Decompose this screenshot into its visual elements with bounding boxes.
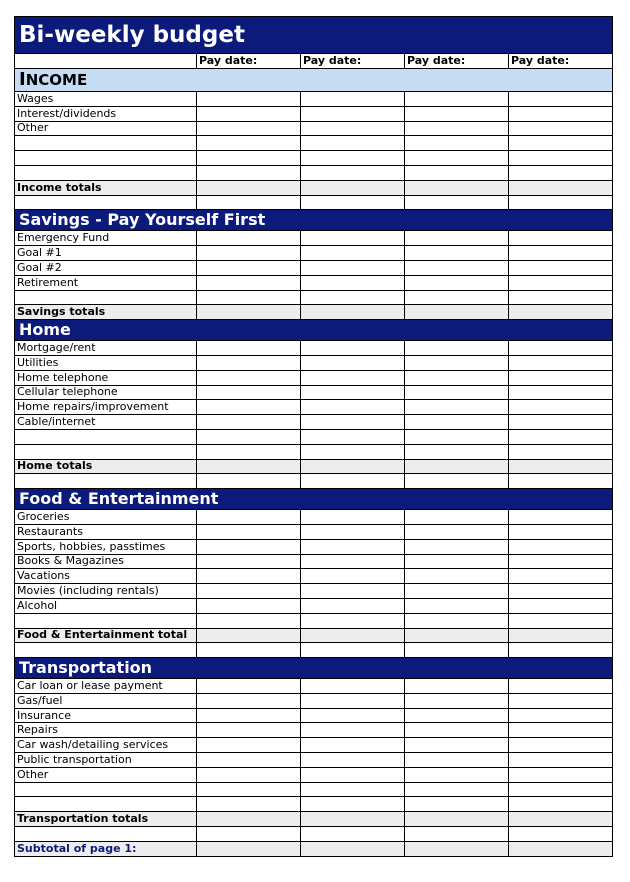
amount-cell[interactable] (509, 539, 613, 554)
amount-cell[interactable] (301, 569, 405, 584)
amount-cell[interactable] (197, 459, 301, 474)
line-item-utilities (15, 355, 613, 370)
total-row-transportation-label: Transportation totals (15, 812, 197, 827)
amount-cell[interactable] (509, 598, 613, 613)
amount-cell[interactable] (509, 812, 613, 827)
amount-cell[interactable] (405, 151, 509, 166)
amount-cell[interactable] (301, 459, 405, 474)
amount-cell[interactable] (509, 679, 613, 694)
section-title: Food & Entertainment (15, 489, 613, 510)
line-item-gas-fuel-label: Gas/fuel (15, 693, 197, 708)
amount-cell[interactable] (509, 628, 613, 643)
amount-cell[interactable] (301, 723, 405, 738)
amount-cell[interactable] (509, 231, 613, 246)
line-item-insurance-label: Insurance (15, 708, 197, 723)
amount-cell[interactable] (301, 643, 405, 658)
line-item-other (15, 121, 613, 136)
amount-cell[interactable] (509, 92, 613, 107)
section-header-food-entertainment (15, 489, 613, 510)
line-item-blank-label (15, 797, 197, 812)
amount-cell[interactable] (197, 429, 301, 444)
line-item-car-loan-or-lease-payment-label: Car loan or lease payment (15, 679, 197, 694)
line-item-blank (15, 165, 613, 180)
amount-cell[interactable] (405, 628, 509, 643)
line-item-blank-label (15, 444, 197, 459)
line-item-car-wash-detailing-services (15, 738, 613, 753)
amount-cell[interactable] (301, 767, 405, 782)
amount-cell[interactable] (509, 827, 613, 842)
amount-cell[interactable] (197, 693, 301, 708)
line-item-blank-label (15, 782, 197, 797)
amount-cell[interactable] (405, 510, 509, 525)
amount-cell[interactable] (301, 231, 405, 246)
amount-cell[interactable] (405, 429, 509, 444)
amount-cell[interactable] (405, 584, 509, 599)
amount-cell[interactable] (301, 429, 405, 444)
amount-cell[interactable] (197, 400, 301, 415)
amount-cell[interactable] (197, 385, 301, 400)
line-item-repairs-label: Repairs (15, 723, 197, 738)
line-item-groceries-label: Groceries (15, 510, 197, 525)
amount-cell[interactable] (197, 554, 301, 569)
amount-cell[interactable] (301, 415, 405, 430)
amount-cell[interactable] (405, 106, 509, 121)
amount-cell[interactable] (405, 693, 509, 708)
line-item-other-label: Other (15, 767, 197, 782)
line-item-cable-internet-label: Cable/internet (15, 415, 197, 430)
amount-cell[interactable] (301, 385, 405, 400)
amount-cell[interactable] (301, 305, 405, 320)
spacer-row (15, 474, 613, 489)
amount-cell[interactable] (301, 341, 405, 356)
amount-cell[interactable] (405, 569, 509, 584)
amount-cell[interactable] (509, 195, 613, 210)
budget-sheet (14, 16, 612, 857)
amount-cell[interactable] (405, 524, 509, 539)
total-row-home-label: Home totals (15, 459, 197, 474)
amount-cell[interactable] (509, 400, 613, 415)
amount-cell[interactable] (197, 136, 301, 151)
amount-cell[interactable] (405, 444, 509, 459)
amount-cell[interactable] (405, 260, 509, 275)
amount-cell[interactable] (301, 797, 405, 812)
amount-cell[interactable] (301, 290, 405, 305)
spacer-row-label (15, 827, 197, 842)
line-item-home-repairs-improvement (15, 400, 613, 415)
amount-cell[interactable] (197, 370, 301, 385)
amount-cell[interactable] (197, 708, 301, 723)
line-item-retirement (15, 275, 613, 290)
amount-cell[interactable] (509, 584, 613, 599)
total-row-income-label: Income totals (15, 180, 197, 195)
amount-cell[interactable] (301, 539, 405, 554)
line-item-utilities-label: Utilities (15, 355, 197, 370)
line-item-interest-dividends (15, 106, 613, 121)
amount-cell[interactable] (301, 121, 405, 136)
section-header-savings-pay-yourself-first (15, 210, 613, 231)
amount-cell[interactable] (301, 474, 405, 489)
amount-cell[interactable] (197, 679, 301, 694)
line-item-alcohol-label: Alcohol (15, 598, 197, 613)
amount-cell[interactable] (197, 121, 301, 136)
amount-cell[interactable] (509, 569, 613, 584)
amount-cell[interactable] (197, 275, 301, 290)
line-item-restaurants (15, 524, 613, 539)
amount-cell[interactable] (197, 231, 301, 246)
amount-cell[interactable] (509, 136, 613, 151)
amount-cell[interactable] (301, 679, 405, 694)
amount-cell[interactable] (405, 782, 509, 797)
amount-cell[interactable] (405, 827, 509, 842)
amount-cell[interactable] (197, 643, 301, 658)
amount-cell[interactable] (197, 827, 301, 842)
spacer-row-label (15, 643, 197, 658)
line-item-blank (15, 136, 613, 151)
line-item-books-magazines (15, 554, 613, 569)
amount-cell[interactable] (405, 812, 509, 827)
line-item-insurance (15, 708, 613, 723)
line-item-other-label: Other (15, 121, 197, 136)
amount-cell[interactable] (509, 459, 613, 474)
line-item-blank-label (15, 429, 197, 444)
line-item-retirement-label: Retirement (15, 275, 197, 290)
amount-cell[interactable] (301, 841, 405, 856)
amount-cell[interactable] (405, 679, 509, 694)
amount-cell[interactable] (301, 165, 405, 180)
amount-cell[interactable] (405, 165, 509, 180)
amount-cell[interactable] (197, 598, 301, 613)
spacer-row (15, 827, 613, 842)
section-header-income (15, 69, 613, 92)
amount-cell[interactable] (197, 355, 301, 370)
line-item-cable-internet (15, 415, 613, 430)
subtotal-row-label: Subtotal of page 1: (15, 841, 197, 856)
line-item-restaurants-label: Restaurants (15, 524, 197, 539)
pay-date-header-row (15, 54, 613, 69)
line-item-books-magazines-label: Books & Magazines (15, 554, 197, 569)
amount-cell[interactable] (301, 628, 405, 643)
amount-cell[interactable] (405, 643, 509, 658)
amount-cell[interactable] (197, 723, 301, 738)
amount-cell[interactable] (301, 355, 405, 370)
amount-cell[interactable] (197, 524, 301, 539)
line-item-public-transportation-label: Public transportation (15, 753, 197, 768)
amount-cell[interactable] (509, 385, 613, 400)
amount-cell[interactable] (301, 613, 405, 628)
amount-cell[interactable] (197, 92, 301, 107)
line-item-cellular-telephone (15, 385, 613, 400)
pay-date-header: Pay date: (405, 54, 509, 69)
total-row-food-entertainment-label: Food & Entertainment total (15, 628, 197, 643)
amount-cell[interactable] (197, 341, 301, 356)
line-item-emergency-fund-label: Emergency Fund (15, 231, 197, 246)
line-item-gas-fuel (15, 693, 613, 708)
amount-cell[interactable] (197, 569, 301, 584)
section-header-transportation (15, 658, 613, 679)
amount-cell[interactable] (509, 246, 613, 261)
amount-cell[interactable] (301, 554, 405, 569)
amount-cell[interactable] (301, 106, 405, 121)
amount-cell[interactable] (197, 753, 301, 768)
amount-cell[interactable] (509, 121, 613, 136)
amount-cell[interactable] (405, 598, 509, 613)
line-item-cellular-telephone-label: Cellular telephone (15, 385, 197, 400)
line-item-blank (15, 290, 613, 305)
amount-cell[interactable] (509, 753, 613, 768)
amount-cell[interactable] (405, 136, 509, 151)
amount-cell[interactable] (405, 723, 509, 738)
section-title-rest: NCOME (25, 71, 88, 89)
amount-cell[interactable] (301, 708, 405, 723)
section-title: Savings - Pay Yourself First (15, 210, 613, 231)
amount-cell[interactable] (405, 195, 509, 210)
section-title (15, 69, 613, 92)
amount-cell[interactable] (301, 275, 405, 290)
line-item-goal-1-label: Goal #1 (15, 246, 197, 261)
amount-cell[interactable] (509, 444, 613, 459)
amount-cell[interactable] (509, 290, 613, 305)
amount-cell[interactable] (509, 524, 613, 539)
line-item-car-loan-or-lease-payment (15, 679, 613, 694)
amount-cell[interactable] (509, 275, 613, 290)
amount-cell[interactable] (197, 305, 301, 320)
amount-cell[interactable] (301, 584, 405, 599)
amount-cell[interactable] (405, 474, 509, 489)
spacer-row-label (15, 474, 197, 489)
title-row (15, 17, 613, 54)
amount-cell[interactable] (197, 782, 301, 797)
amount-cell[interactable] (509, 613, 613, 628)
amount-cell[interactable] (405, 370, 509, 385)
amount-cell[interactable] (405, 355, 509, 370)
section-title: Home (15, 320, 613, 341)
line-item-movies-including-rentals (15, 584, 613, 599)
amount-cell[interactable] (405, 539, 509, 554)
total-row-savings-pay-yourself-first (15, 305, 613, 320)
amount-cell[interactable] (509, 782, 613, 797)
line-item-blank (15, 444, 613, 459)
amount-cell[interactable] (301, 246, 405, 261)
line-item-goal-1 (15, 246, 613, 261)
total-row-home (15, 459, 613, 474)
pay-date-header: Pay date: (301, 54, 405, 69)
page-title: Bi-weekly budget (15, 17, 613, 54)
amount-cell[interactable] (301, 400, 405, 415)
line-item-home-telephone-label: Home telephone (15, 370, 197, 385)
amount-cell[interactable] (509, 510, 613, 525)
amount-cell[interactable] (405, 400, 509, 415)
total-row-transportation (15, 812, 613, 827)
amount-cell[interactable] (405, 613, 509, 628)
amount-cell[interactable] (197, 151, 301, 166)
amount-cell[interactable] (301, 812, 405, 827)
amount-cell[interactable] (301, 753, 405, 768)
pay-date-header-blank (15, 54, 197, 69)
amount-cell[interactable] (197, 613, 301, 628)
amount-cell[interactable] (301, 92, 405, 107)
amount-cell[interactable] (405, 341, 509, 356)
amount-cell[interactable] (197, 841, 301, 856)
amount-cell[interactable] (509, 738, 613, 753)
line-item-home-repairs-improvement-label: Home repairs/improvement (15, 400, 197, 415)
line-item-emergency-fund (15, 231, 613, 246)
amount-cell[interactable] (405, 738, 509, 753)
amount-cell[interactable] (405, 841, 509, 856)
amount-cell[interactable] (197, 767, 301, 782)
amount-cell[interactable] (509, 797, 613, 812)
line-item-mortgage-rent (15, 341, 613, 356)
amount-cell[interactable] (405, 275, 509, 290)
line-item-goal-2 (15, 260, 613, 275)
spacer-row-label (15, 195, 197, 210)
amount-cell[interactable] (197, 246, 301, 261)
amount-cell[interactable] (405, 246, 509, 261)
amount-cell[interactable] (405, 92, 509, 107)
amount-cell[interactable] (197, 539, 301, 554)
amount-cell[interactable] (405, 797, 509, 812)
line-item-blank (15, 429, 613, 444)
amount-cell[interactable] (509, 554, 613, 569)
total-row-food-entertainment (15, 628, 613, 643)
amount-cell[interactable] (405, 305, 509, 320)
amount-cell[interactable] (301, 524, 405, 539)
amount-cell[interactable] (405, 290, 509, 305)
spacer-row (15, 643, 613, 658)
line-item-public-transportation (15, 753, 613, 768)
line-item-goal-2-label: Goal #2 (15, 260, 197, 275)
amount-cell[interactable] (405, 231, 509, 246)
amount-cell[interactable] (509, 723, 613, 738)
amount-cell[interactable] (509, 355, 613, 370)
amount-cell[interactable] (301, 151, 405, 166)
amount-cell[interactable] (509, 106, 613, 121)
amount-cell[interactable] (509, 305, 613, 320)
amount-cell[interactable] (509, 165, 613, 180)
amount-cell[interactable] (197, 180, 301, 195)
section-header-home (15, 320, 613, 341)
line-item-mortgage-rent-label: Mortgage/rent (15, 341, 197, 356)
amount-cell[interactable] (301, 827, 405, 842)
amount-cell[interactable] (301, 782, 405, 797)
line-item-wages (15, 92, 613, 107)
line-item-repairs (15, 723, 613, 738)
total-row-savings-pay-yourself-first-label: Savings totals (15, 305, 197, 320)
amount-cell[interactable] (197, 797, 301, 812)
amount-cell[interactable] (509, 841, 613, 856)
amount-cell[interactable] (197, 106, 301, 121)
amount-cell[interactable] (301, 180, 405, 195)
amount-cell[interactable] (197, 628, 301, 643)
section-title-initial: I (19, 69, 26, 90)
pay-date-header: Pay date: (509, 54, 613, 69)
line-item-home-telephone (15, 370, 613, 385)
amount-cell[interactable] (197, 195, 301, 210)
line-item-vacations-label: Vacations (15, 569, 197, 584)
amount-cell[interactable] (301, 260, 405, 275)
line-item-blank (15, 782, 613, 797)
amount-cell[interactable] (197, 415, 301, 430)
line-item-blank (15, 151, 613, 166)
amount-cell[interactable] (197, 738, 301, 753)
amount-cell[interactable] (405, 753, 509, 768)
amount-cell[interactable] (405, 767, 509, 782)
amount-cell[interactable] (509, 708, 613, 723)
amount-cell[interactable] (509, 151, 613, 166)
amount-cell[interactable] (405, 385, 509, 400)
amount-cell[interactable] (509, 180, 613, 195)
amount-cell[interactable] (197, 584, 301, 599)
amount-cell[interactable] (301, 370, 405, 385)
subtotal-row (15, 841, 613, 856)
amount-cell[interactable] (301, 598, 405, 613)
line-item-alcohol (15, 598, 613, 613)
amount-cell[interactable] (301, 693, 405, 708)
amount-cell[interactable] (509, 767, 613, 782)
amount-cell[interactable] (197, 165, 301, 180)
line-item-interest-dividends-label: Interest/dividends (15, 106, 197, 121)
amount-cell[interactable] (509, 370, 613, 385)
amount-cell[interactable] (301, 444, 405, 459)
line-item-movies-including-rentals-label: Movies (including rentals) (15, 584, 197, 599)
amount-cell[interactable] (509, 429, 613, 444)
amount-cell[interactable] (509, 643, 613, 658)
amount-cell[interactable] (301, 510, 405, 525)
amount-cell[interactable] (301, 136, 405, 151)
total-row-income (15, 180, 613, 195)
amount-cell[interactable] (197, 812, 301, 827)
amount-cell[interactable] (509, 415, 613, 430)
amount-cell[interactable] (509, 693, 613, 708)
amount-cell[interactable] (405, 121, 509, 136)
line-item-blank (15, 797, 613, 812)
amount-cell[interactable] (301, 738, 405, 753)
amount-cell[interactable] (405, 180, 509, 195)
amount-cell[interactable] (301, 195, 405, 210)
line-item-other (15, 767, 613, 782)
line-item-blank-label (15, 151, 197, 166)
amount-cell[interactable] (197, 474, 301, 489)
line-item-blank-label (15, 290, 197, 305)
amount-cell[interactable] (197, 444, 301, 459)
line-item-wages-label: Wages (15, 92, 197, 107)
pay-date-header: Pay date: (197, 54, 301, 69)
line-item-car-wash-detailing-services-label: Car wash/detailing services (15, 738, 197, 753)
amount-cell[interactable] (197, 290, 301, 305)
amount-cell[interactable] (405, 415, 509, 430)
amount-cell[interactable] (197, 510, 301, 525)
line-item-blank-label (15, 165, 197, 180)
spacer-row (15, 195, 613, 210)
amount-cell[interactable] (509, 341, 613, 356)
amount-cell[interactable] (509, 260, 613, 275)
line-item-blank-label (15, 136, 197, 151)
amount-cell[interactable] (405, 708, 509, 723)
line-item-groceries (15, 510, 613, 525)
amount-cell[interactable] (509, 474, 613, 489)
line-item-blank (15, 613, 613, 628)
line-item-sports-hobbies-passtimes (15, 539, 613, 554)
section-title: Transportation (15, 658, 613, 679)
budget-table (14, 16, 613, 857)
amount-cell[interactable] (405, 554, 509, 569)
line-item-sports-hobbies-passtimes-label: Sports, hobbies, passtimes (15, 539, 197, 554)
line-item-blank-label (15, 613, 197, 628)
amount-cell[interactable] (197, 260, 301, 275)
line-item-vacations (15, 569, 613, 584)
amount-cell[interactable] (405, 459, 509, 474)
